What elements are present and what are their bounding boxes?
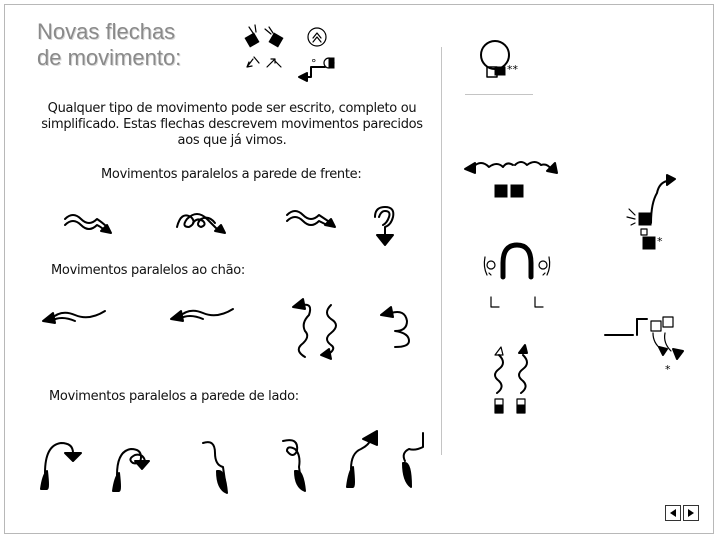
twin-wave-arrows-icon — [487, 343, 537, 419]
svg-text:°: ° — [311, 57, 317, 70]
arc-left-arrow-icon — [41, 305, 111, 331]
hook-down-arrow-icon — [395, 429, 431, 491]
hook-left-arrow-icon — [377, 301, 421, 351]
wavy-arrow-icon — [283, 205, 341, 233]
wavy-arrow-icon — [61, 207, 117, 237]
rising-arrow-icon — [343, 429, 383, 491]
previous-slide-button[interactable] — [665, 505, 681, 521]
hand-contact-symbol-icon — [617, 171, 677, 255]
spiral-down-arrow-icon — [109, 441, 153, 493]
hands-symbol-icon — [241, 23, 351, 83]
double-s-arrow-icon — [291, 297, 357, 361]
intro-paragraph: Qualquer tipo de movimento pode ser escrito, completo ou simplificado. Estas flechas descrevem movimentos parecidos aos que já vimos. — [41, 101, 423, 148]
line-drop-symbol-icon — [603, 313, 693, 377]
slide-title: Novas flechas de movimento: — [37, 19, 182, 70]
next-slide-button[interactable] — [683, 505, 699, 521]
vertical-divider — [441, 47, 442, 455]
double-wave-arrow-icon — [463, 157, 559, 205]
slide — [4, 4, 714, 534]
section-label-front-wall: Movimentos paralelos a parede de frente: — [101, 167, 362, 182]
loop-down-arrow-icon — [273, 435, 317, 495]
section-label-floor: Movimentos paralelos ao chão: — [51, 263, 245, 278]
svg-text:*: * — [665, 363, 671, 376]
descending-arrow-icon — [195, 437, 239, 495]
svg-text:**: ** — [507, 63, 518, 76]
arc-left-arrow-icon — [169, 303, 239, 329]
horizontal-divider — [465, 94, 533, 95]
hook-down-arrow-icon — [35, 437, 87, 493]
head-symbol-icon — [477, 37, 537, 91]
play-back-icon — [667, 507, 679, 519]
arch-symbol-icon — [483, 241, 553, 313]
svg-text:*: * — [657, 235, 663, 248]
play-forward-icon — [685, 507, 697, 519]
section-label-side-wall: Movimentos paralelos a parede de lado: — [49, 389, 299, 404]
spiral-arrow-icon — [173, 205, 231, 239]
slide-navigation — [665, 505, 699, 521]
curl-down-arrow-icon — [367, 205, 399, 249]
